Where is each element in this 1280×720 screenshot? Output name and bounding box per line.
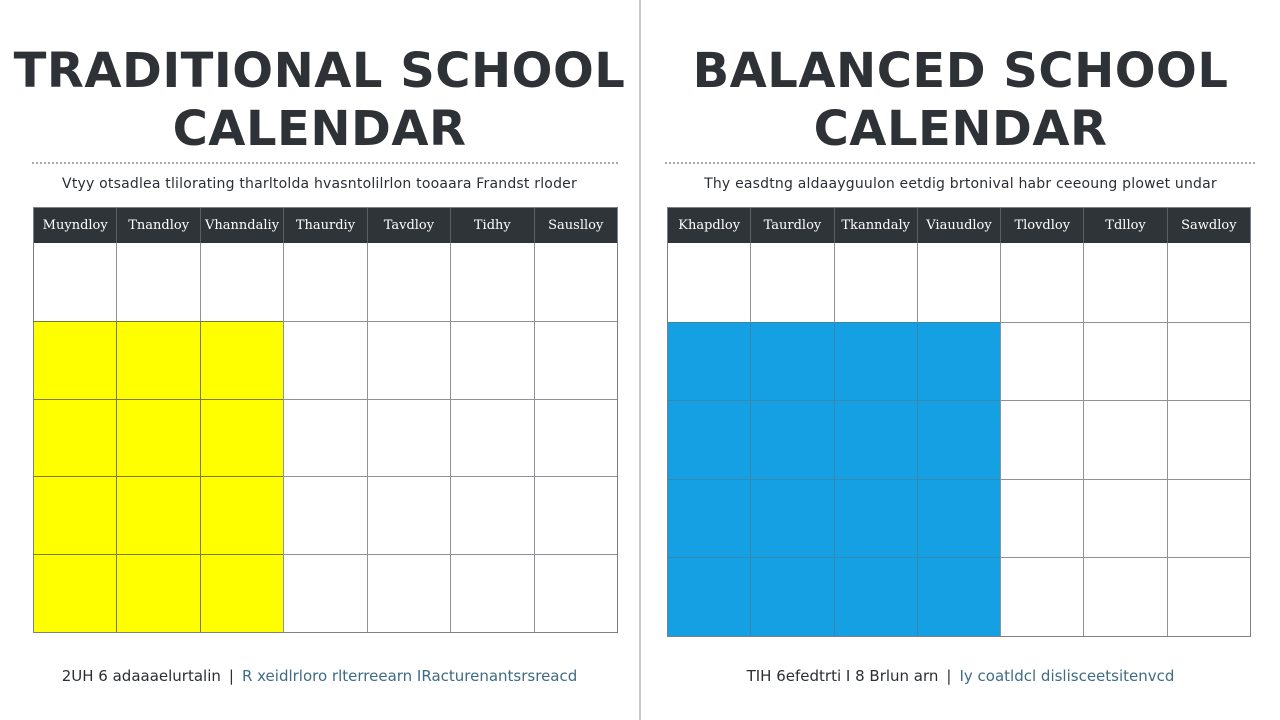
calendar-day-cell (367, 243, 450, 321)
calendar-day-cell (450, 476, 533, 554)
calendar-week-row (34, 399, 617, 477)
calendar-day-cell (34, 243, 116, 321)
calendar-day-cell (367, 399, 450, 477)
calendar-day-cell-highlighted (200, 321, 283, 399)
calendar-day-cell-highlighted (116, 321, 199, 399)
calendar-day-cell (534, 399, 617, 477)
traditional-title-line2: CALENDAR (172, 101, 467, 157)
calendar-day-cell (367, 476, 450, 554)
footer-separator: | (946, 667, 952, 685)
calendar-day-cell-highlighted (750, 557, 833, 636)
calendar-day-cell-highlighted (200, 554, 283, 632)
weekday-label: Tdlloy (1083, 208, 1166, 243)
weekday-label: Taurdloy (750, 208, 833, 243)
calendar-day-cell (1083, 400, 1166, 479)
calendar-day-cell (1000, 557, 1083, 636)
calendar-day-cell-highlighted (668, 322, 750, 401)
calendar-day-cell (1167, 557, 1250, 636)
traditional-subtitle: Vtyy otsadlea tlilorating tharltolda hvasntolilrlon tooaara Frandst rloder (62, 176, 577, 192)
traditional-dotted-divider (32, 162, 618, 164)
calendar-day-cell (200, 243, 283, 321)
calendar-day-cell (1083, 479, 1166, 558)
calendar-day-cell (1000, 479, 1083, 558)
traditional-calendar-body (34, 243, 617, 632)
weekday-label: Vhanndaliy (200, 208, 283, 243)
calendar-week-row (34, 243, 617, 321)
calendar-day-cell (283, 476, 366, 554)
weekday-label: Tavdloy (367, 208, 450, 243)
calendar-week-row (668, 243, 1250, 322)
traditional-calendar-panel (0, 0, 639, 720)
calendar-day-cell (917, 243, 1000, 322)
calendar-day-cell (1000, 322, 1083, 401)
calendar-day-cell-highlighted (34, 321, 116, 399)
traditional-footer (0, 667, 639, 685)
balanced-subtitle: Thy easdtng aldaayguulon eetdig brtonival habr ceeoung plowet undar (704, 176, 1217, 192)
calendar-day-cell (534, 321, 617, 399)
calendar-day-cell (283, 321, 366, 399)
calendar-week-row (668, 479, 1250, 558)
calendar-week-row (668, 400, 1250, 479)
traditional-calendar-grid (33, 207, 618, 633)
calendar-day-cell (1083, 557, 1166, 636)
calendar-day-cell-highlighted (34, 399, 116, 477)
calendar-day-cell-highlighted (34, 476, 116, 554)
weekday-label: Khapdloy (678, 218, 741, 233)
calendar-day-cell-highlighted (834, 479, 917, 558)
traditional-weekday-header (34, 208, 617, 243)
calendar-day-cell (450, 243, 533, 321)
calendar-day-cell-highlighted (668, 400, 750, 479)
calendar-week-row (34, 321, 617, 399)
calendar-day-cell-highlighted (116, 554, 199, 632)
calendar-day-cell (367, 554, 450, 632)
balanced-calendar-grid (667, 207, 1251, 637)
calendar-day-cell (1167, 479, 1250, 558)
balanced-dotted-divider (665, 162, 1255, 164)
calendar-day-cell (750, 243, 833, 322)
calendar-day-cell-highlighted (116, 399, 199, 477)
calendar-day-cell (1000, 400, 1083, 479)
weekday-label: Sawdloy (1167, 208, 1250, 243)
balanced-title (641, 42, 1280, 158)
balanced-title-line2: CALENDAR (813, 101, 1108, 157)
traditional-title-line1: TRADITIONAL SCHOOL (13, 43, 626, 99)
calendar-day-cell-highlighted (668, 479, 750, 558)
balanced-title-line1: BALANCED SCHOOL (692, 43, 1229, 99)
calendar-day-cell (283, 399, 366, 477)
calendar-day-cell-highlighted (917, 322, 1000, 401)
calendar-day-cell (534, 554, 617, 632)
calendar-day-cell-highlighted (34, 554, 116, 632)
calendar-day-cell (1083, 243, 1166, 322)
footer-separator: | (228, 667, 234, 685)
balanced-calendar-panel (641, 0, 1280, 720)
calendar-day-cell-highlighted (917, 557, 1000, 636)
calendar-day-cell (834, 243, 917, 322)
balanced-weekday-header (668, 208, 1250, 243)
calendar-day-cell (1167, 400, 1250, 479)
balanced-footer (641, 667, 1280, 685)
calendar-day-cell-highlighted (834, 322, 917, 401)
calendar-day-cell-highlighted (917, 400, 1000, 479)
calendar-day-cell (283, 554, 366, 632)
calendar-day-cell (450, 321, 533, 399)
calendar-day-cell-highlighted (668, 557, 750, 636)
calendar-week-row (668, 322, 1250, 401)
calendar-day-cell (1000, 243, 1083, 322)
calendar-day-cell-highlighted (834, 557, 917, 636)
calendar-day-cell (450, 399, 533, 477)
balanced-footer-part2: Iy coatldcl dislisceetsitenvcd (959, 667, 1175, 685)
weekday-label: Thaurdiy (283, 208, 366, 243)
calendar-day-cell (668, 243, 750, 322)
weekday-label: Sauslloy (534, 208, 617, 243)
weekday-label: Viauudloy (917, 208, 1000, 243)
calendar-day-cell (367, 321, 450, 399)
calendar-day-cell (1167, 243, 1250, 322)
calendar-day-cell (116, 243, 199, 321)
calendar-day-cell-highlighted (750, 479, 833, 558)
weekday-label: Tidhy (450, 208, 533, 243)
calendar-day-cell-highlighted (834, 400, 917, 479)
weekday-label: Muyndloy (42, 218, 108, 233)
calendar-day-cell-highlighted (750, 322, 833, 401)
weekday-label: Tkanndaly (834, 208, 917, 243)
weekday-label: Tlovdloy (1000, 208, 1083, 243)
calendar-day-cell (1167, 322, 1250, 401)
calendar-week-row (668, 557, 1250, 636)
calendar-day-cell (1083, 322, 1166, 401)
calendar-week-row (34, 476, 617, 554)
calendar-day-cell (534, 476, 617, 554)
traditional-title (0, 42, 639, 158)
calendar-day-cell-highlighted (200, 399, 283, 477)
traditional-footer-part2: R xeidlrloro rlterreearn IRacturenantsrsreacd (241, 667, 578, 685)
calendar-day-cell-highlighted (116, 476, 199, 554)
calendar-day-cell-highlighted (917, 479, 1000, 558)
calendar-day-cell (283, 243, 366, 321)
calendar-day-cell (534, 243, 617, 321)
traditional-footer-part1: 2UH 6 adaaaelurtalin (61, 667, 221, 685)
calendar-day-cell-highlighted (200, 476, 283, 554)
calendar-day-cell (450, 554, 533, 632)
calendar-week-row (34, 554, 617, 632)
calendar-day-cell-highlighted (750, 400, 833, 479)
weekday-label: Tnandloy (116, 208, 199, 243)
balanced-footer-part1: TIH 6efedtrti I 8 Brlun arn (746, 667, 939, 685)
balanced-calendar-body (668, 243, 1250, 636)
